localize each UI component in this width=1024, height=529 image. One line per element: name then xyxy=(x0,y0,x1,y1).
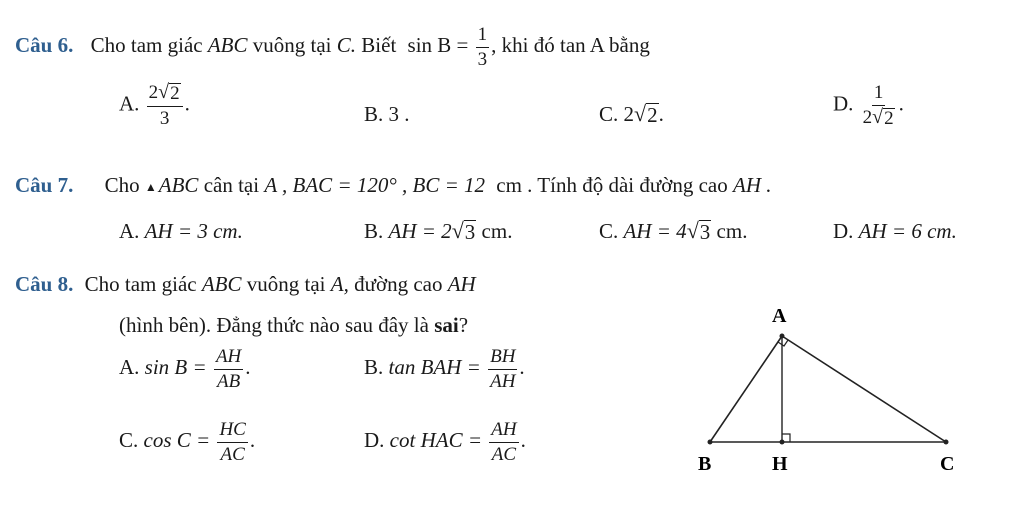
q6-a-end: . xyxy=(184,91,190,116)
q8-d-end: . xyxy=(520,428,526,453)
q6-c-label: C. xyxy=(599,102,619,126)
q8-a-den: AB xyxy=(216,370,241,392)
q6-fraction xyxy=(476,24,490,71)
q8-a-fraction xyxy=(214,346,243,393)
q6-d-sqrt: √ 2 xyxy=(872,105,894,129)
q8-option-a[interactable] xyxy=(119,346,251,393)
q7-c-post: cm. xyxy=(711,219,748,243)
q8-abc: ABC xyxy=(201,272,242,296)
q8-b-lhs: tan BAH = xyxy=(388,355,481,380)
q7-b-rad: 3 xyxy=(464,220,476,244)
q7-option-c[interactable] xyxy=(599,219,747,244)
q6-d-den xyxy=(861,106,897,130)
q6-d-den-coef: 2 xyxy=(862,106,873,128)
q7-label: Câu 7. xyxy=(15,173,74,197)
q8-a-num: AH xyxy=(214,346,243,370)
q8-d-den: AC xyxy=(491,443,517,465)
q7-text2: cân tại xyxy=(203,173,260,197)
q6-d-num: 1 xyxy=(872,82,886,106)
point-b xyxy=(708,440,713,445)
q7-b-post: cm. xyxy=(476,219,513,243)
q6-c-end: . xyxy=(658,102,664,126)
q6-c-coef: 2 xyxy=(623,102,635,126)
q6-tan-a: tan A xyxy=(559,33,604,58)
q8-a-end: . xyxy=(245,355,251,380)
q6-bang: bằng xyxy=(609,33,650,58)
q6-b-label: B. xyxy=(364,102,384,126)
q8-d-label: D. xyxy=(364,428,385,453)
q8-a: A, xyxy=(330,272,349,296)
q8-label: Câu 8. xyxy=(15,272,74,296)
q7-ah: AH . xyxy=(733,173,772,197)
q6-a-label: A. xyxy=(119,91,140,116)
q8-b-num: BH xyxy=(488,346,517,370)
q6-a-sqrt: √ 2 xyxy=(158,81,180,104)
q8-ah: AH xyxy=(447,272,476,296)
label-c: C xyxy=(940,453,955,475)
triangle-icon: ▲ xyxy=(144,180,157,194)
side-ac xyxy=(782,336,946,442)
q6-option-c[interactable] xyxy=(599,102,664,127)
q8-c-lhs: cos C = xyxy=(143,428,211,453)
q6-a-rad: 2 xyxy=(170,83,180,104)
q6-a-den: 3 xyxy=(159,107,170,129)
q7-line xyxy=(15,173,772,198)
q6-option-b[interactable] xyxy=(364,102,410,127)
q7-b-sqrt: √ 3 xyxy=(451,218,476,244)
q8-c-num: HC xyxy=(217,419,247,443)
q8-option-c[interactable] xyxy=(119,419,255,466)
q6-c-rad: 2 xyxy=(647,103,658,127)
q7-cm-text: cm . Tính độ dài đường cao xyxy=(496,173,728,197)
q7-c-pre: AH = 4 xyxy=(623,219,687,243)
q6-abc: ABC xyxy=(207,33,248,58)
q8-line2-pre: (hình bên). Đẳng thức nào sau đây là xyxy=(119,313,435,337)
q7-a-label: A. xyxy=(119,219,140,243)
q8-c-end: . xyxy=(249,428,256,453)
q8-b-label: B. xyxy=(364,355,384,380)
q7-c-rad: 3 xyxy=(699,220,711,244)
q6-c-sqrt: √ 2 xyxy=(634,101,658,127)
q8-line1-mid: vuông tại xyxy=(246,272,326,296)
point-c xyxy=(944,440,949,445)
q8-line1-pre: Cho tam giác xyxy=(84,272,197,296)
q6-d-label: D. xyxy=(833,91,854,116)
q6-a-num xyxy=(147,82,183,107)
q8-d-fraction xyxy=(489,419,518,466)
q6-text-after: , khi đó xyxy=(491,33,555,58)
side-ab xyxy=(710,336,782,442)
q6-text: Cho tam giác xyxy=(90,33,203,58)
q8-d-lhs: cot HAC = xyxy=(389,428,482,453)
label-b: B xyxy=(698,453,712,475)
triangle-figure xyxy=(690,300,980,490)
q8-line2 xyxy=(119,313,468,338)
q7-c-label: C. xyxy=(599,219,619,243)
q6-option-d[interactable] xyxy=(833,82,904,130)
q8-c-fraction xyxy=(217,419,247,466)
label-h: H xyxy=(772,453,788,475)
q6-a-num-coef: 2 xyxy=(148,82,159,103)
q6-d-fraction xyxy=(861,82,897,130)
q7-option-d[interactable] xyxy=(833,219,957,244)
q8-option-b[interactable] xyxy=(364,346,525,393)
point-a xyxy=(780,334,785,339)
q6-option-a[interactable] xyxy=(119,82,190,130)
q6-a-fraction xyxy=(147,82,183,130)
q8-b-fraction xyxy=(488,346,517,393)
q7-b-label: B. xyxy=(364,219,384,243)
q8-a-label: A. xyxy=(119,355,140,380)
q6-frac-num: 1 xyxy=(476,24,490,48)
q6-d-rad: 2 xyxy=(884,107,894,129)
label-a: A xyxy=(772,305,787,327)
q7-a: A , xyxy=(264,173,288,197)
q6-sin-b: sin B = xyxy=(407,33,469,58)
q7-d-text: AH = 6 cm. xyxy=(858,219,957,243)
q6-given: Biết xyxy=(361,33,397,58)
q8-c-den: AC xyxy=(220,443,245,465)
q7-b-pre: AH = 2 xyxy=(388,219,452,243)
q6-text-mid: vuông tại xyxy=(252,33,332,58)
q8-c-label: C. xyxy=(119,428,139,453)
q7-c-sqrt: √ 3 xyxy=(686,218,711,244)
q8-b-end: . xyxy=(519,355,525,380)
q8-b-den: AH xyxy=(490,370,516,392)
q6-c: C. xyxy=(336,33,357,58)
q7-d-label: D. xyxy=(833,219,854,243)
q8-option-d[interactable] xyxy=(364,419,526,466)
q7-option-a[interactable] xyxy=(119,219,243,244)
q6-frac-den: 3 xyxy=(477,48,488,70)
q7-bac: BAC = 120° , xyxy=(292,173,408,197)
q7-a-text: AH = 3 cm. xyxy=(144,219,243,243)
q8-d-num: AH xyxy=(489,419,518,443)
q6-b-text: 3 . xyxy=(388,102,410,126)
q8-line1-post: đường cao xyxy=(354,272,443,296)
q7-bc: BC = 12 xyxy=(412,173,486,197)
q7-text1: Cho xyxy=(104,173,140,197)
q8-a-lhs: sin B = xyxy=(144,355,207,380)
q6-line xyxy=(15,24,650,71)
q6-label: Câu 6. xyxy=(15,33,74,58)
q7-abc: ABC xyxy=(158,173,199,197)
q6-d-end: . xyxy=(898,91,904,116)
q8-line2-post: ? xyxy=(458,313,469,337)
point-h xyxy=(780,440,785,445)
q8-sai: sai xyxy=(434,313,459,337)
q8-line1 xyxy=(15,272,476,297)
q7-option-b[interactable] xyxy=(364,219,512,244)
